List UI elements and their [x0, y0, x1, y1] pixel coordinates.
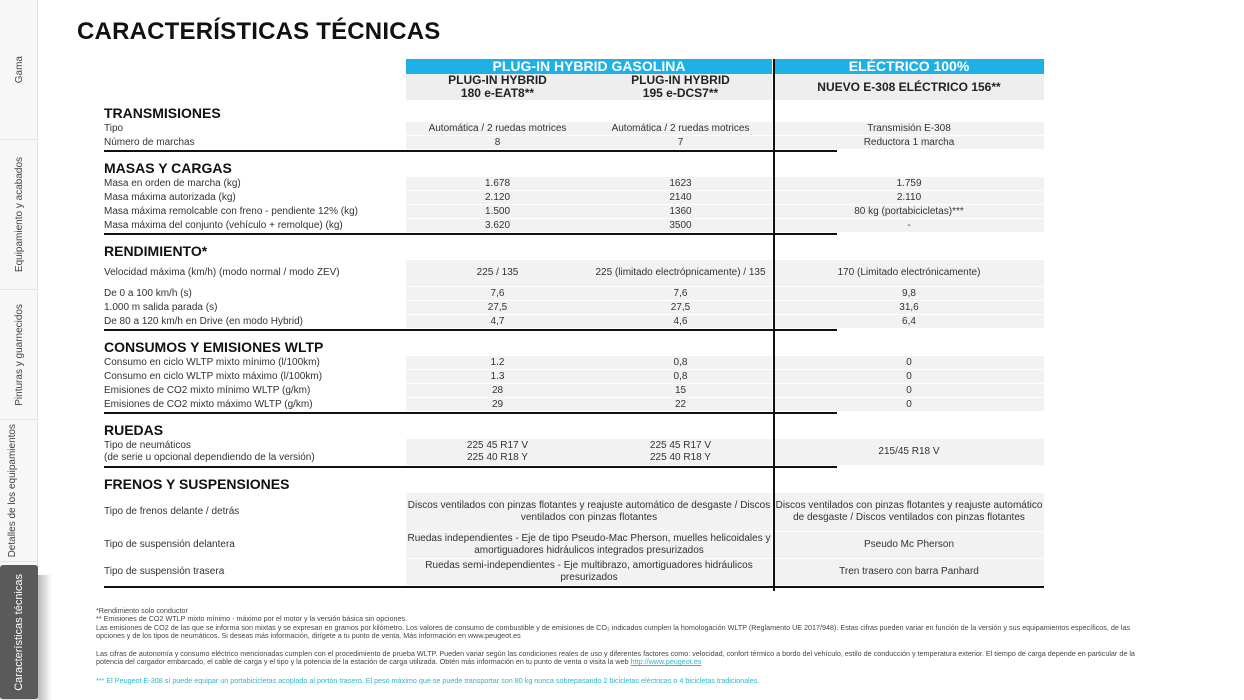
value-phev-180-text: 29: [491, 398, 504, 410]
value-phev-195-text: 0,8: [673, 370, 688, 382]
table-row: [104, 356, 1044, 369]
sidebar-tab-label: Pinturas y guarnecidos: [13, 303, 25, 406]
value-e308: [774, 532, 1044, 558]
row-label: [104, 493, 406, 531]
row-label-text: Masa máxima remolcable con freno - pendiente 12% (kg): [104, 205, 359, 217]
table-row: [104, 559, 1044, 585]
row-label: [104, 532, 406, 558]
row-label: [104, 205, 406, 218]
value-phev-195: [589, 136, 772, 149]
value-phev-195: [589, 439, 772, 465]
value-phev-195: [589, 177, 772, 190]
value-phev-180: [406, 260, 589, 286]
value-e308: [774, 219, 1044, 232]
section-title: MASAS Y CARGAS: [104, 160, 232, 176]
value-e308-text: 170 (Limitado electrónicamente): [837, 267, 981, 278]
value-phev-195-text: 7,6: [673, 287, 688, 299]
value-e308-text: Discos ventilados con pinzas flotantes y reajuste automático de desgaste / Discos ventilados con pinzas flotantes: [775, 500, 1043, 523]
value-e308: [774, 301, 1044, 314]
value-phev-195: [589, 219, 772, 232]
model-phev-180: PLUG-IN HYBRID 180 e-EAT8**: [406, 74, 589, 100]
footnotes: [96, 607, 1156, 686]
value-e308-text: 0: [906, 356, 912, 368]
value-phev-195-text: 1623: [669, 177, 692, 189]
value-phev-combined: [406, 559, 772, 585]
group-phev: PLUG-IN HYBRID GASOLINA: [406, 59, 772, 74]
value-e308-text: 2.110: [896, 191, 922, 203]
value-phev-195: [589, 356, 772, 369]
value-phev-195-text: 15: [674, 384, 687, 396]
value-phev-195-text: 1360: [669, 205, 692, 217]
model-phev-195: PLUG-IN HYBRID 195 e-DCS7**: [589, 74, 772, 100]
row-label-text: Tipo de frenos delante / detrás: [104, 506, 240, 517]
value-phev-195: [589, 301, 772, 314]
table-row: [104, 493, 1044, 531]
value-phev-180-text: 28: [491, 384, 504, 396]
value-phev-180-text: Automática / 2 ruedas motrices: [428, 122, 567, 134]
row-label-text: Consumo en ciclo WLTP mixto mínimo (l/100km): [104, 356, 320, 368]
row-label: [104, 122, 406, 135]
value-phev-195-text: 225 (limitado electrópnicamente) / 135: [595, 267, 766, 278]
row-label-text: Tipo de suspensión delantera: [104, 539, 235, 550]
row-label-text: Tipo de suspensión trasera: [104, 566, 225, 577]
table-row: [104, 370, 1044, 383]
table-row: [104, 532, 1044, 558]
row-label-text: Consumo en ciclo WLTP mixto máximo (l/100km): [104, 370, 323, 382]
section-rule: [104, 586, 1044, 588]
value-phev-combined: [406, 493, 772, 531]
model-header: [104, 74, 1044, 100]
table-row: [104, 315, 1044, 328]
row-label-text: Masa máxima autorizada (kg): [104, 191, 236, 203]
value-phev-180: [406, 370, 589, 383]
value-phev-195: [589, 370, 772, 383]
value-phev-180: [406, 122, 589, 135]
note-4-text: Las cifras de autonomía y consumo eléctrico mencionadas cumplen con el procedimiento de prueba WLTP. Pueden variar según las condiciones reales de uso y diferentes factores como: velocidad, confort térmico a bordo del vehículo, estilo de conducción y temperatura exterior. El tiempo de carga depende en particular de la potencia del cargador embarcado, el cable de carga y el tipo y la potencia de la estación de carga utilizada. Obtén más información en tu punto de venta o visita la web: [96, 648, 1135, 667]
section-title: TRANSMISIONES: [104, 105, 221, 121]
value-e308: [774, 177, 1044, 190]
value-e308-text: 0: [906, 370, 912, 382]
note-4: [96, 650, 1156, 667]
value-phev-195-text: 2140: [669, 191, 692, 203]
sidebar-tab-3[interactable]: [0, 420, 38, 562]
row-label: [104, 559, 406, 585]
value-phev-combined: [406, 532, 772, 558]
value-e308: [774, 493, 1044, 531]
value-e308-text: Transmisión E-308: [867, 122, 951, 134]
value-e308-text: 215/45 R18 V: [878, 446, 940, 457]
sidebar-tab-2[interactable]: [0, 290, 38, 420]
row-label: [104, 315, 406, 328]
row-label-text: Tipo: [104, 122, 124, 134]
value-phev-180-text: 1.3: [490, 370, 505, 382]
section-rule: [104, 329, 837, 331]
section-rule: [104, 466, 837, 468]
value-phev-180-text: 225 45 R17 V 225 40 R18 Y: [466, 440, 529, 463]
value-e308: [774, 205, 1044, 218]
value-e308-text: 1.759: [896, 177, 922, 189]
value-e308-text: Pseudo Mc Pherson: [863, 539, 955, 550]
table-row: [104, 136, 1044, 149]
value-phev-180: [406, 356, 589, 369]
value-e308: [774, 559, 1044, 585]
table-row: [104, 177, 1044, 190]
table-row: [104, 301, 1044, 314]
value-phev-195: [589, 191, 772, 204]
value-phev-180-text: 3.620: [484, 219, 511, 231]
value-phev-180: [406, 191, 589, 204]
value-phev-195-text: 22: [674, 398, 687, 410]
value-e308: [774, 370, 1044, 383]
specs-table: [104, 59, 1044, 588]
sidebar-tab-label: Detalles de los equipamientos: [7, 423, 18, 558]
group-header: [104, 59, 1044, 74]
value-phev-180-text: 1.678: [484, 177, 511, 189]
value-phev-195-text: 27,5: [670, 301, 691, 313]
value-phev-195-text: 3500: [669, 219, 692, 231]
value-phev-180-text: 7,6: [490, 287, 505, 299]
value-phev-combined-text: Ruedas semi-independientes - Eje multibrazo, amortiguadores hidráulicos presurizados: [425, 560, 753, 583]
section-rule: [104, 150, 837, 152]
value-phev-180: [406, 384, 589, 397]
row-label: [104, 287, 406, 300]
value-phev-195: [589, 287, 772, 300]
section-title: RUEDAS: [104, 422, 164, 438]
sidebar-tab-4[interactable]: [0, 565, 38, 700]
table-row: [104, 384, 1044, 397]
value-e308-text: 9,8: [902, 287, 916, 299]
row-label-text: Emisiones de CO2 mixto mínimo WLTP (g/km): [104, 384, 311, 396]
sidebar-tab-0[interactable]: [0, 0, 38, 140]
value-phev-195: [589, 398, 772, 411]
section-title: FRENOS Y SUSPENSIONES: [104, 476, 290, 492]
value-e308: [774, 122, 1044, 135]
row-label: [104, 301, 406, 314]
value-phev-180: [406, 219, 589, 232]
sidebar-tab-1[interactable]: [0, 140, 38, 290]
value-e308: [774, 398, 1044, 411]
row-label: [104, 260, 406, 286]
peugeot-link[interactable]: http://www.peugeot.es: [630, 657, 702, 667]
table-row: [104, 287, 1044, 300]
note-5: *** El Peugeot E-308 sí puede equipar un portabicicletas acoplado al portón trasero. El peso máximo que se puede transportar son 80 kg nunca sobrepasando 2 bicicletas eléctricas o 4 bicicletas tradicionales.: [96, 676, 760, 686]
value-e308: [774, 287, 1044, 300]
section-title: CONSUMOS Y EMISIONES WLTP: [104, 339, 324, 355]
group-ev: ELÉCTRICO 100%: [774, 59, 1044, 74]
row-label-text: 1.000 m salida parada (s): [104, 301, 218, 313]
value-phev-180: [406, 439, 589, 465]
row-label: [104, 191, 406, 204]
table-row: [104, 191, 1044, 204]
value-e308-text: Tren trasero con barra Panhard: [839, 566, 979, 577]
row-label-text: De 80 a 120 km/h en Drive (en modo Hybrid): [104, 315, 303, 327]
value-phev-195-text: 225 45 R17 V 225 40 R18 Y: [649, 440, 712, 463]
value-e308-text: Reductora 1 marcha: [863, 136, 955, 148]
value-phev-195: [589, 122, 772, 135]
value-phev-180-text: 225 / 135: [476, 267, 519, 278]
row-label: [104, 136, 406, 149]
value-e308-text: 80 kg (portabicicletas)***: [854, 205, 964, 217]
value-phev-195: [589, 315, 772, 328]
value-e308: [774, 356, 1044, 369]
sidebar-tab-label: Equipamiento y acabados: [13, 156, 25, 273]
row-label: [104, 370, 406, 383]
row-label: [104, 177, 406, 190]
value-e308: [774, 136, 1044, 149]
row-label: [104, 356, 406, 369]
note-2: ** Emisiones de CO2 WTLP mixto mínimo - máximo por el motor y la versión básica sin opciones.: [96, 614, 408, 624]
value-phev-180: [406, 301, 589, 314]
value-phev-180: [406, 398, 589, 411]
model-e308: NUEVO E-308 ELÉCTRICO 156**: [774, 74, 1044, 100]
row-label: [104, 439, 406, 465]
note-3: Las emisiones de CO2 de las que se informa son mixtas y se expresan en gramos por kilómetro. Los valores de consumo de combustible y de emisiones de CO₂ indicados cumplen la homologación WLTP (Reglamento UE 2017/948). Estas cifras pueden variar en función de la versión y sus equipamientos específicos, de las opciones y de los tipos de neumáticos. Si deseas más información, dirígete a tu punto de venta. Más información en www.peugeot.es: [96, 622, 1131, 641]
row-label-text: Emisiones de CO2 mixto máximo WLTP (g/km): [104, 398, 313, 410]
value-phev-combined-text: Discos ventilados con pinzas flotantes y reajuste automático de desgaste / Discos ventilados con pinzas flotantes: [407, 500, 771, 523]
value-phev-180-text: 1.500: [484, 205, 511, 217]
value-phev-combined-text: Ruedas independientes - Eje de tipo Pseudo-Mac Pherson, muelles helicoidales y amortiguadores hidráulicos integrados presurizados: [407, 533, 771, 556]
sidebar: [0, 0, 38, 700]
value-phev-195-text: Automática / 2 ruedas motrices: [611, 122, 750, 134]
value-e308: [774, 315, 1044, 328]
page-title: CARACTERÍSTICAS TÉCNICAS: [77, 18, 441, 45]
row-label-text: Masa en orden de marcha (kg): [104, 177, 241, 189]
value-e308: [774, 439, 1044, 465]
value-e308: [774, 191, 1044, 204]
value-phev-180: [406, 287, 589, 300]
value-e308-text: 6,4: [902, 315, 916, 327]
value-e308-text: 0: [906, 398, 912, 410]
value-e308-text: 31,6: [899, 301, 919, 313]
table-row: [104, 219, 1044, 232]
table-row: [104, 205, 1044, 218]
value-phev-195: [589, 384, 772, 397]
value-phev-180-text: 1.2: [490, 356, 505, 368]
section-rule: [104, 233, 837, 235]
value-phev-180: [406, 205, 589, 218]
value-phev-180-text: 4,7: [490, 315, 505, 327]
row-label: [104, 398, 406, 411]
value-phev-195: [589, 260, 772, 286]
section-rule: [104, 412, 837, 414]
column-divider: [773, 59, 775, 591]
row-label-text: Masa máxima del conjunto (vehículo + remolque) (kg): [104, 219, 343, 231]
table-row: [104, 398, 1044, 411]
section-title: RENDIMIENTO*: [104, 243, 208, 259]
value-phev-180-text: 27,5: [487, 301, 508, 313]
value-e308: [774, 260, 1044, 286]
value-phev-180: [406, 177, 589, 190]
table-row: [104, 439, 1044, 465]
row-label-text: De 0 a 100 km/h (s): [104, 287, 192, 299]
value-e308: [774, 384, 1044, 397]
value-e308-text: 0: [906, 384, 912, 396]
value-phev-195-text: 7: [677, 136, 684, 148]
value-phev-195-text: 4,6: [673, 315, 688, 327]
value-phev-180: [406, 136, 589, 149]
row-label-text: Velocidad máxima (km/h) (modo normal / modo ZEV): [104, 267, 340, 278]
table-body: [104, 106, 1044, 588]
table-row: [104, 122, 1044, 135]
sidebar-tab-label: Gama: [13, 55, 25, 84]
tab-shadow: [38, 575, 52, 700]
value-phev-195: [589, 205, 772, 218]
table-row: [104, 260, 1044, 286]
value-phev-180-text: 2.120: [484, 191, 511, 203]
value-e308-text: -: [907, 219, 911, 231]
value-phev-195-text: 0,8: [673, 356, 688, 368]
sidebar-tab-label: Características técnicas: [12, 573, 25, 691]
value-phev-180-text: 8: [494, 136, 501, 148]
row-label: [104, 219, 406, 232]
value-phev-180: [406, 315, 589, 328]
row-label-text: Número de marchas: [104, 136, 195, 148]
note-1: *Rendimiento solo conductor: [96, 606, 188, 615]
row-label: [104, 384, 406, 397]
row-label-text: Tipo de neumáticos (de serie u opcional dependiendo de la versión): [104, 440, 315, 463]
